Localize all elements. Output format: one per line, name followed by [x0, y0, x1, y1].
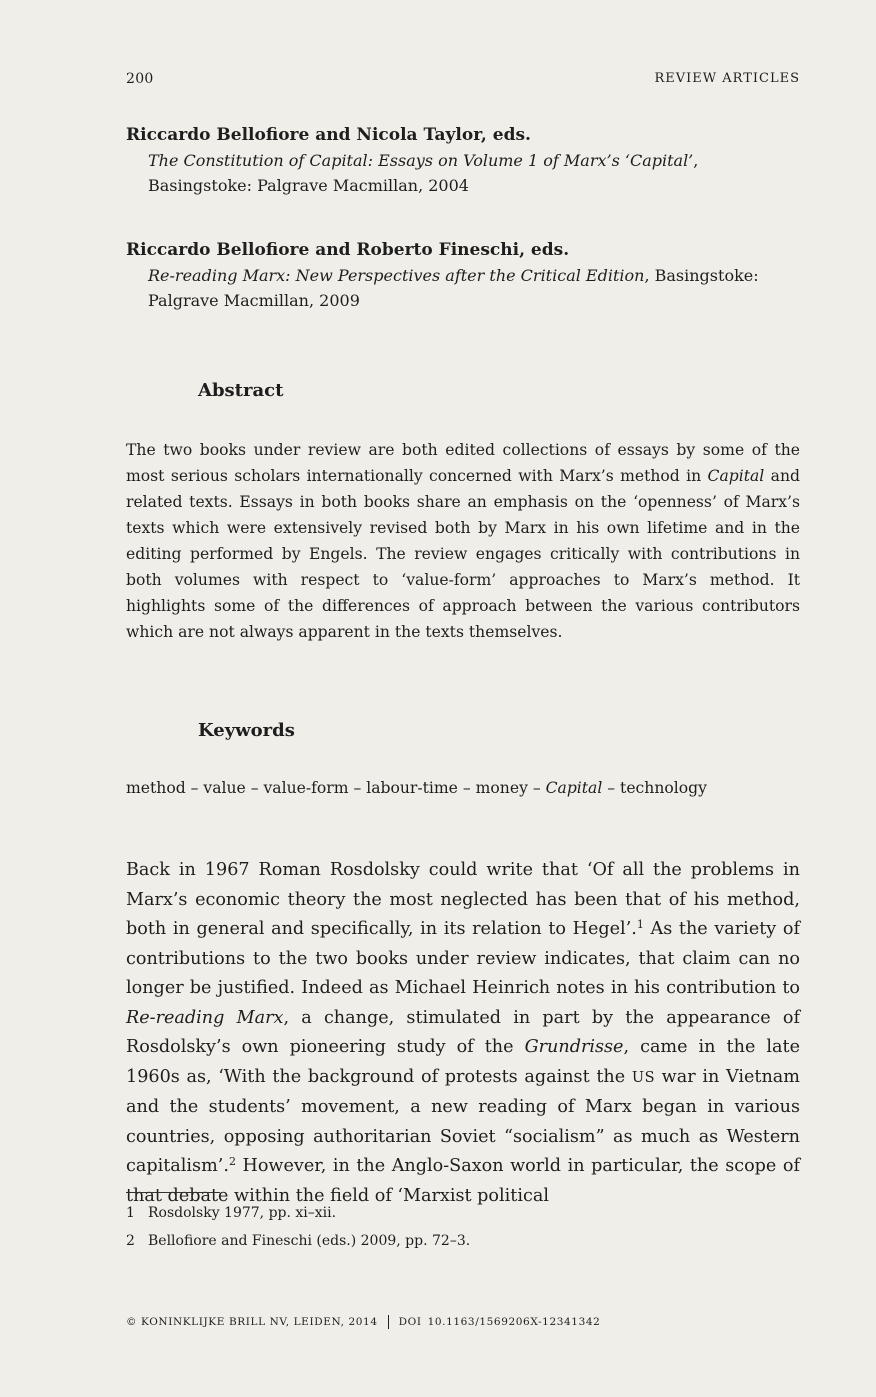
book-title: The Constitution of Capital: Essays on Volume 1 of Marx’s ‘Capital’ [148, 151, 694, 170]
keyword-italic: Capital [545, 779, 603, 797]
footnote-1 [126, 1204, 336, 1222]
body-text-run: war in Vietnam and the students’ movement, a new reading of Marx began in various countries, opposing authoritarian Soviet “socialism” as much as Western capitalism’. [126, 1066, 800, 1176]
abstract-part: The two books under review are both edited collections of essays by some of the most serious scholars internationally concerned with Marx’s method in [126, 441, 800, 485]
book-publisher: , Basingstoke: Palgrave Macmillan, 2004 [148, 151, 699, 195]
reviewed-book-2 [126, 239, 806, 313]
footnote-text: Bellofiore and Fineschi (eds.) 2009, pp. 72–3. [148, 1233, 471, 1249]
copyright-text: © KONINKLIJKE BRILL NV, LEIDEN, 2014 [126, 1316, 378, 1328]
body-small-caps: US [631, 1069, 655, 1086]
body-italic: Grundrisse [524, 1037, 624, 1057]
book-editors: Riccardo Bellofiore and Roberto Fineschi, eds. [126, 240, 570, 260]
page-number: 200 [126, 71, 154, 87]
book-citation [148, 263, 806, 313]
abstract-italic: Capital [707, 467, 765, 485]
body-text-run: , a change, stimulated in part by the appearance of Rosdolsky’s own pioneering study of the [126, 1007, 801, 1057]
keywords-list [126, 776, 800, 800]
reviewed-book-1 [126, 124, 806, 198]
footnote-number: 2 [126, 1233, 135, 1249]
running-head [126, 71, 800, 87]
footnote-divider [126, 1192, 220, 1193]
footnote-text: Rosdolsky 1977, pp. xi–xii. [148, 1205, 337, 1221]
body-italic: Re-reading Marx [126, 1007, 284, 1028]
book-citation [148, 148, 806, 198]
book-editors: Riccardo Bellofiore and Nicola Taylor, eds. [126, 125, 531, 145]
book-publisher: , Basingstoke: Palgrave Macmillan, 2009 [148, 266, 759, 310]
keywords-heading: Keywords [198, 720, 295, 741]
abstract-part: and related texts. Essays in both books share an emphasis on the ‘openness’ of Marx’s texts which were extensively revised both by Marx in his own lifetime and in the editing performed by Engels. The review engages critically with contributions in both volumes with respect to ‘value-form’ approaches to Marx’s method. It highlights some of the differences of approach between the various contributors which are not always apparent in the texts themselves. [126, 467, 800, 641]
footnote-ref-2[interactable]: 2 [228, 1155, 236, 1168]
footnote-number: 1 [126, 1205, 135, 1221]
section-title: REVIEW ARTICLES [654, 71, 800, 86]
keywords-part: – technology [602, 779, 707, 797]
copyright-footer [126, 1315, 600, 1329]
book-title: Re-reading Marx: New Perspectives after the Critical Edition [148, 266, 645, 285]
keywords-part: method – value – value-form – labour-time – money – [126, 779, 546, 797]
footnote-2 [126, 1232, 470, 1250]
doi-link[interactable]: 10.1163/1569206X-12341342 [427, 1316, 601, 1328]
doi-label: DOI [398, 1316, 422, 1328]
body-paragraph [126, 856, 800, 1211]
footnote-ref-1[interactable]: 1 [636, 918, 644, 931]
body-text-run: Back in 1967 Roman Rosdolsky could write that ‘Of all the problems in Marx’s economic theory the most neglected has been that of his method, both in general and specifically, in its relation to Hegel’. [126, 860, 800, 939]
abstract-heading: Abstract [198, 380, 284, 401]
body-text-run: However, in the Anglo-Saxon world in particular, the scope of that debate within the field of ‘Marxist political [126, 1156, 800, 1206]
body-text-run: , came in the late 1960s as, ‘With the background of protests against the [126, 1037, 800, 1087]
body-text-run: As the variety of contributions to the two books under review indicates, that claim can no longer be justified. Indeed as Michael Heinrich notes in his contribution to [126, 919, 800, 998]
footer-separator [388, 1315, 389, 1329]
abstract-text [126, 437, 800, 645]
